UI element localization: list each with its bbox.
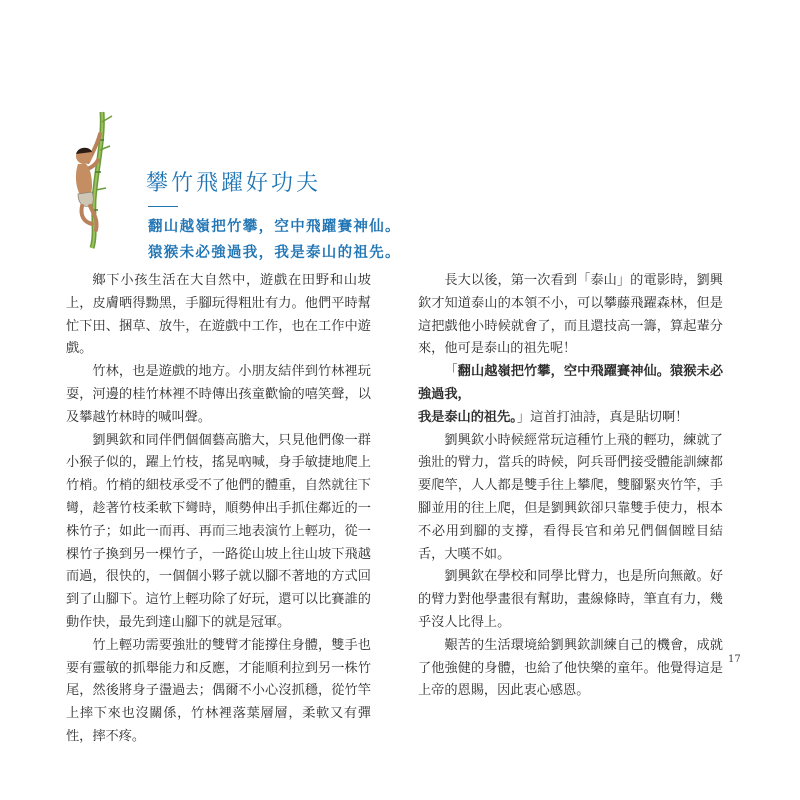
paragraph: 鄉下小孩生活在大自然中，遊戲在田野和山坡上，皮膚晒得黝黑，手腳玩得粗壯有力。他們平時幫忙下田、捆草、放牛，在遊戲中工作，也在工作中遊戲。 (66, 273, 371, 357)
quote-line-2: 我是泰山的祖先。 (418, 409, 517, 425)
right-column (418, 270, 723, 703)
title-divider (148, 206, 178, 207)
page-number: 17 (728, 654, 741, 665)
boy-climbing-bamboo-illustration (58, 110, 130, 250)
quote-close: 」這首打油詩，真是貼切啊！ (516, 409, 689, 425)
left-column (66, 270, 371, 749)
paragraph: 劉興欽在學校和同學比臂力，也是所向無敵。好的臂力對他學畫很有幫助，畫線條時，筆直有力，幾乎沒人比得上。 (418, 569, 723, 630)
poem-line: 翻山越嶺把竹攀，空中飛躍賽神仙。 (148, 218, 401, 235)
paragraph: 劉興欽小時候經常玩這種竹上飛的輕功，練就了強壯的臂力，當兵的時候，阿兵哥們接受體能訓練都要爬竿，人人都是雙手往上攀爬，雙腳緊夾竹竿，手腳並用的往上爬，但是劉興欽卻只靠雙手使力，根本不必用到腳的支撐，看得長官和弟兄們個個瞠目結舌，大嘆不如。 (418, 432, 723, 562)
quote-open: 「 (444, 364, 458, 380)
paragraph: 竹林，也是遊戲的地方。小朋友結伴到竹林裡玩耍，河邊的桂竹林裡不時傳出孩童歡愉的嘻笑聲，以及攀越竹林時的喊叫聲。 (66, 364, 371, 425)
poem-line: 猿猴未必強過我，我是泰山的祖先。 (148, 244, 401, 261)
title-poem (148, 214, 401, 266)
paragraph: 竹上輕功需要強壯的雙臂才能撐住身體，雙手也要有靈敏的抓舉能力和反應，才能順利拉到另一株竹尾，然後將身子盪過去；偶爾不小心沒抓穩，從竹竿上摔下來也沒關係，竹林裡落葉層層，柔軟又有彈性，摔不疼。 (66, 637, 371, 744)
paragraph: 長大以後，第一次看到「泰山」的電影時，劉興欽才知道泰山的本領不小，可以攀藤飛躍森林，但是這把戲他小時候就會了，而且還技高一籌，算起輩分來，他可是泰山的祖先呢！ (418, 273, 723, 357)
quote-line-1: 翻山越嶺把竹攀，空中飛躍賽神仙。猿猴未必強過我， (418, 364, 724, 402)
chapter-title: 攀竹飛躍好功夫 (146, 171, 322, 196)
paragraph: 劉興欽和同伴們個個藝高膽大，只見他們像一群小猴子似的，躍上竹枝，搖晃吶喊，身手敏捷地爬上竹梢。竹梢的細枝承受不了他們的體重，自然就往下彎，趁著竹枝柔軟下彎時，順勢伸出手抓住鄰近的一株竹子；如此一而再、再而三地表演竹上輕功，從一棵竹子換到另一棵竹子，一路從山坡上往山坡下飛越而過，很快的，一個個小夥子就以腳不著地的方式回到了山腳下。這竹上輕功除了好玩，還可以比賽誰的動作快，最先到達山腳下的就是冠軍。 (66, 432, 371, 630)
paragraph: 艱苦的生活環境給劉興欽訓練自己的機會，成就了他強健的身體，也給了他快樂的童年。他覺得這是上帝的恩賜，因此衷心感恩。 (418, 637, 723, 699)
quote-paragraph (418, 361, 723, 429)
